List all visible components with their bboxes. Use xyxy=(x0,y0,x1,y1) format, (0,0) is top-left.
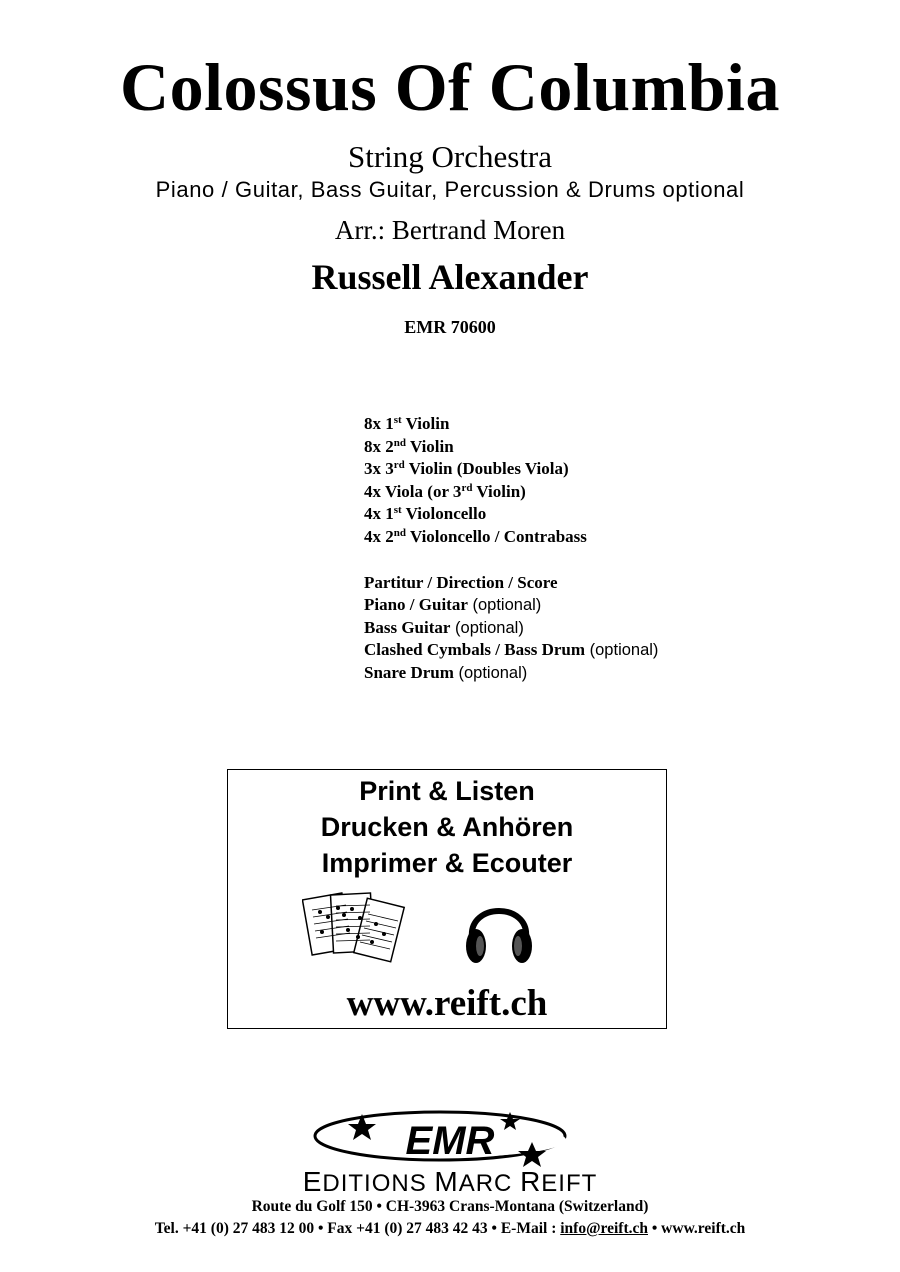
string-part: 3x 3rd Violin (Doubles Viola) xyxy=(364,459,569,479)
other-part: Bass Guitar (optional) xyxy=(364,617,524,637)
composer-name: Russell Alexander xyxy=(311,257,589,297)
publisher-contact: Tel. +41 (0) 27 483 12 00 • Fax +41 (0) 27 483 42 43 • E-Mail : info@reift.ch • www.reift.ch xyxy=(154,1220,746,1237)
promo-website[interactable]: www.reift.ch xyxy=(346,983,548,1024)
promo-line-german: Drucken & Anhören xyxy=(320,812,574,842)
emr-logo xyxy=(300,1106,600,1170)
other-part: Snare Drum (optional) xyxy=(364,662,528,682)
score-title: Colossus Of Columbia xyxy=(120,49,780,125)
string-part: 4x 1st Violoncello xyxy=(364,504,487,524)
publisher-address: Route du Golf 150 • CH-3963 Crans-Montana (Switzerland) xyxy=(251,1198,649,1215)
promo-line-english: Print & Listen xyxy=(359,776,535,806)
sheet-music-icon xyxy=(302,890,412,970)
ensemble-label: String Orchestra xyxy=(347,139,553,174)
catalog-number: EMR 70600 xyxy=(404,317,496,337)
string-part: 4x Viola (or 3rd Violin) xyxy=(364,481,526,501)
arranger-credit: Arr.: Bertrand Moren xyxy=(334,215,566,245)
other-part: Piano / Guitar (optional) xyxy=(364,595,542,615)
string-part: 4x 2nd Violoncello / Contrabass xyxy=(364,526,587,546)
other-part: Clashed Cymbals / Bass Drum (optional) xyxy=(364,640,659,660)
email-link[interactable]: info@reift.ch xyxy=(560,1220,648,1237)
publisher-name: EDITIONS MARC REIFT xyxy=(302,1166,598,1197)
instrumentation-list xyxy=(364,413,804,685)
promo-line-french: Imprimer & Ecouter xyxy=(321,848,573,878)
string-part: 8x 2nd Violin xyxy=(364,436,454,456)
optional-instruments: Piano / Guitar, Bass Guitar, Percussion & Drums optional xyxy=(155,177,745,202)
string-part: 8x 1st Violin xyxy=(364,414,450,433)
headphones-icon xyxy=(462,890,536,970)
emr-logo-text: EMR xyxy=(405,1119,495,1163)
print-listen-box xyxy=(227,769,667,1029)
other-part: Partitur / Direction / Score xyxy=(364,572,558,592)
